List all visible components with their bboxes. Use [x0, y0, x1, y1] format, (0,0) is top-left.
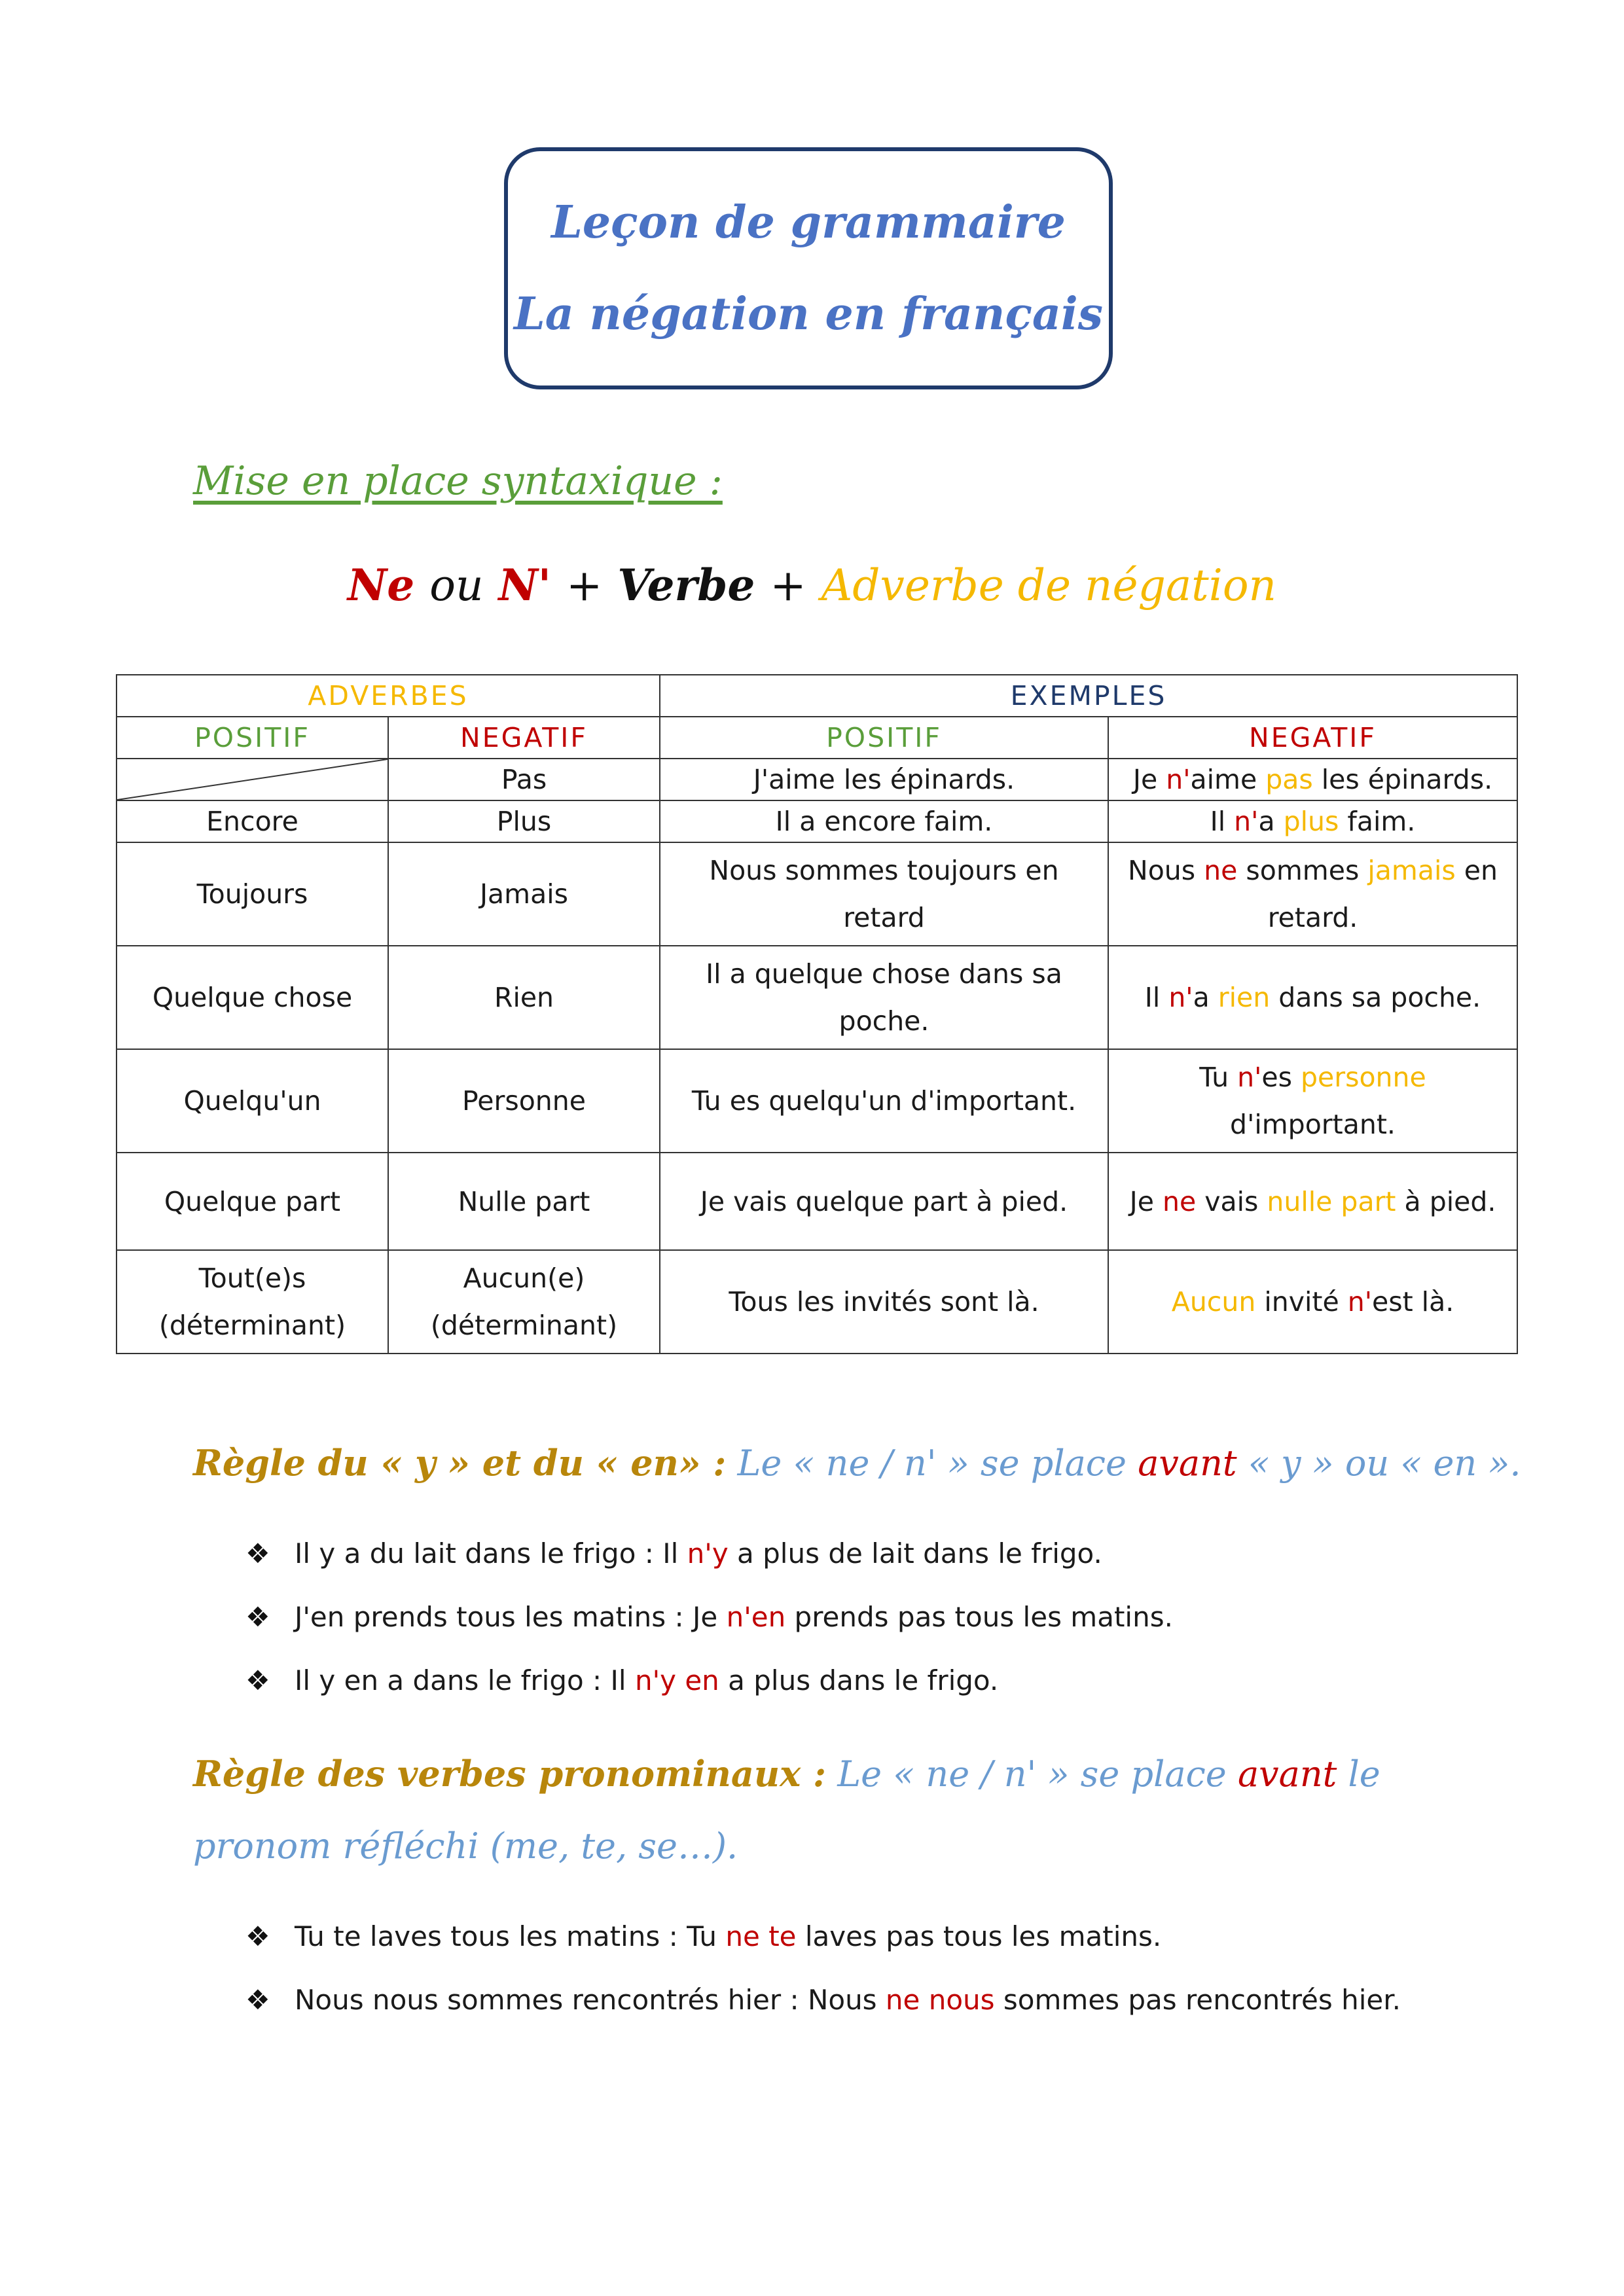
text-segment: Il y a du lait dans le frigo : Il	[295, 1537, 687, 1570]
table-subheader-row	[117, 717, 1517, 759]
rule-y-en-examples	[245, 1522, 1173, 1712]
text-segment: à pied.	[1396, 1185, 1496, 1217]
cell-exemple-negatif	[1108, 1250, 1517, 1354]
negation-adverb: nulle part	[1267, 1185, 1396, 1217]
cell-adverbe-positif: Tout(e)s (déterminant)	[117, 1250, 388, 1354]
syntax-heading: Mise en place syntaxique :	[193, 458, 723, 504]
rule-y-en-desc-after: « y » ou « en ».	[1248, 1443, 1521, 1484]
cell-exemple-positif: Il a encore faim.	[660, 800, 1108, 842]
header-adverbes: ADVERBES	[117, 675, 660, 717]
cell-adverbe-positif: Encore	[117, 800, 388, 842]
text-segment: est là.	[1371, 1286, 1454, 1318]
formula-ou: ou	[429, 560, 484, 611]
rule-y-en-heading	[193, 1427, 1521, 1499]
text-segment: les épinards.	[1312, 764, 1493, 795]
table-row	[117, 1153, 1517, 1250]
rule-y-en-desc-before: Le « ne / n' » se place	[737, 1443, 1127, 1484]
example-sentence	[295, 1968, 1401, 2032]
text-segment: Tu te laves tous les matins : Tu	[295, 1920, 726, 1952]
cell-adverbe-negatif: Personne	[388, 1049, 660, 1153]
list-item	[245, 1522, 1173, 1585]
cell-exemple-negatif	[1108, 842, 1517, 946]
list-item	[245, 1649, 1173, 1712]
list-item	[245, 1585, 1173, 1649]
negation-adverb: pas	[1265, 764, 1313, 795]
negation-particle: ne te	[725, 1920, 797, 1952]
text-segment: a	[1193, 982, 1218, 1013]
table-row	[117, 842, 1517, 946]
negation-particle: n'	[1237, 1062, 1262, 1093]
negation-adverb: personne	[1300, 1062, 1426, 1093]
text-segment: aime	[1190, 764, 1266, 795]
text-segment: Je	[1132, 764, 1166, 795]
text-segment: en retard.	[1267, 855, 1498, 933]
example-sentence	[295, 1585, 1173, 1649]
text-segment: Nous nous sommes rencontrés hier : Nous	[295, 1984, 886, 2016]
text-segment: a plus dans le frigo.	[719, 1664, 999, 1696]
cell-adverbe-positif: Quelque part	[117, 1153, 388, 1250]
diamond-bullet-icon: ❖	[245, 1601, 270, 1633]
table-row	[117, 759, 1517, 800]
text-segment: sommes	[1237, 855, 1368, 886]
text-segment: prends pas tous les matins.	[785, 1601, 1173, 1633]
cell-adverbe-negatif: Nulle part	[388, 1153, 660, 1250]
rule-pronominal-examples	[245, 1905, 1401, 2032]
diamond-bullet-icon: ❖	[245, 1984, 270, 2016]
table-body	[117, 759, 1517, 1354]
negation-particle: n'y en	[634, 1664, 719, 1696]
cell-exemple-positif: Tous les invités sont là.	[660, 1250, 1108, 1354]
diamond-bullet-icon: ❖	[245, 1920, 270, 1952]
cell-exemple-negatif	[1108, 946, 1517, 1049]
table-row	[117, 946, 1517, 1049]
cell-exemple-negatif	[1108, 1049, 1517, 1153]
rule-pronominal-desc-before: Le « ne / n' » se place	[837, 1753, 1227, 1795]
subheader-negatif-adverbes: NEGATIF	[388, 717, 660, 759]
table-row	[117, 1250, 1517, 1354]
cell-adverbe-positif	[117, 759, 388, 800]
cell-adverbe-positif: Quelqu'un	[117, 1049, 388, 1153]
cell-exemple-negatif	[1108, 1153, 1517, 1250]
cell-exemple-negatif	[1108, 759, 1517, 800]
negation-particle: ne	[1204, 855, 1238, 886]
example-sentence	[295, 1905, 1161, 1968]
text-segment: a	[1258, 806, 1284, 837]
formula-plus-2: +	[770, 560, 806, 611]
subheader-positif-adverbes: POSITIF	[117, 717, 388, 759]
cell-adverbe-negatif: Jamais	[388, 842, 660, 946]
text-segment: Il y en a dans le frigo : Il	[295, 1664, 635, 1696]
title-line-1: Leçon de grammaire	[551, 196, 1066, 249]
text-segment: Je	[1129, 1185, 1163, 1217]
cell-adverbe-negatif: Rien	[388, 946, 660, 1049]
subheader-negatif-exemples: NEGATIF	[1108, 717, 1517, 759]
cell-adverbe-positif: Quelque chose	[117, 946, 388, 1049]
cell-exemple-positif: J'aime les épinards.	[660, 759, 1108, 800]
formula-adverbe: Adverbe de négation	[821, 560, 1277, 611]
text-segment: laves pas tous les matins.	[796, 1920, 1162, 1952]
title-line-2: La négation en français	[513, 288, 1104, 340]
negation-particle: n'en	[726, 1601, 786, 1633]
cell-exemple-positif: Tu es quelqu'un d'important.	[660, 1049, 1108, 1153]
negation-particle: n'	[1166, 764, 1191, 795]
text-segment: invité	[1255, 1286, 1348, 1318]
text-segment: J'en prends tous les matins : Je	[295, 1601, 727, 1633]
cell-exemple-negatif	[1108, 800, 1517, 842]
negation-adverb: rien	[1218, 982, 1271, 1013]
title-box	[504, 147, 1113, 389]
list-item	[245, 1905, 1401, 1968]
negation-particle: n'y	[687, 1537, 729, 1570]
negation-particle: n'	[1168, 982, 1193, 1013]
cell-adverbe-negatif: Pas	[388, 759, 660, 800]
text-segment: a plus de lait dans le frigo.	[728, 1537, 1102, 1570]
example-sentence	[295, 1649, 998, 1712]
cell-exemple-positif: Je vais quelque part à pied.	[660, 1153, 1108, 1250]
cell-adverbe-negatif: Aucun(e) (déterminant)	[388, 1250, 660, 1354]
formula-plus-1: +	[566, 560, 603, 611]
negation-particle: ne nous	[885, 1984, 995, 2016]
text-segment: sommes pas rencontrés hier.	[994, 1984, 1401, 2016]
subheader-positif-exemples: POSITIF	[660, 717, 1108, 759]
rule-pronominal-heading	[193, 1738, 1470, 1882]
diamond-bullet-icon: ❖	[245, 1664, 270, 1696]
cell-adverbe-negatif: Plus	[388, 800, 660, 842]
cell-exemple-positif: Nous sommes toujours en retard	[660, 842, 1108, 946]
rule-pronominal-avant: avant	[1237, 1753, 1337, 1795]
text-segment: Il	[1144, 982, 1169, 1013]
cell-adverbe-positif: Toujours	[117, 842, 388, 946]
header-exemples: EXEMPLES	[660, 675, 1517, 717]
negation-particle: n'	[1347, 1286, 1372, 1318]
formula-n-apos: N'	[498, 560, 552, 611]
text-segment: Nous	[1128, 855, 1204, 886]
list-item	[245, 1968, 1401, 2032]
cell-exemple-positif: Il a quelque chose dans sa poche.	[660, 946, 1108, 1049]
negation-particle: n'	[1234, 806, 1259, 837]
table-header-row	[117, 675, 1517, 717]
rule-y-en-label: Règle du « y » et du « en» :	[193, 1442, 727, 1484]
table-row	[117, 800, 1517, 842]
syntax-formula	[0, 560, 1624, 611]
text-segment: dans sa poche.	[1270, 982, 1481, 1013]
text-segment: es	[1261, 1062, 1301, 1093]
table-row	[117, 1049, 1517, 1153]
formula-verbe: Verbe	[617, 560, 755, 611]
negation-particle: ne	[1162, 1185, 1197, 1217]
diamond-bullet-icon: ❖	[245, 1537, 270, 1570]
negation-adverb: plus	[1283, 806, 1339, 837]
formula-ne: Ne	[347, 560, 415, 611]
rule-pronominal-desc-after: le pronom réfléchi (me, te, se…).	[193, 1753, 1380, 1867]
negation-table	[116, 674, 1518, 1354]
rule-y-en-avant: avant	[1138, 1443, 1237, 1484]
text-segment: Il	[1210, 806, 1235, 837]
diagonal-line	[117, 759, 388, 800]
example-sentence	[295, 1522, 1102, 1585]
text-segment: Tu	[1199, 1062, 1238, 1093]
rule-pronominal-label: Règle des verbes pronominaux :	[193, 1753, 827, 1795]
text-segment: vais	[1196, 1185, 1267, 1217]
text-segment: faim.	[1339, 806, 1416, 837]
text-segment: d'important.	[1230, 1109, 1396, 1140]
negation-adverb: Aucun	[1171, 1286, 1256, 1318]
negation-adverb: jamais	[1367, 855, 1456, 886]
